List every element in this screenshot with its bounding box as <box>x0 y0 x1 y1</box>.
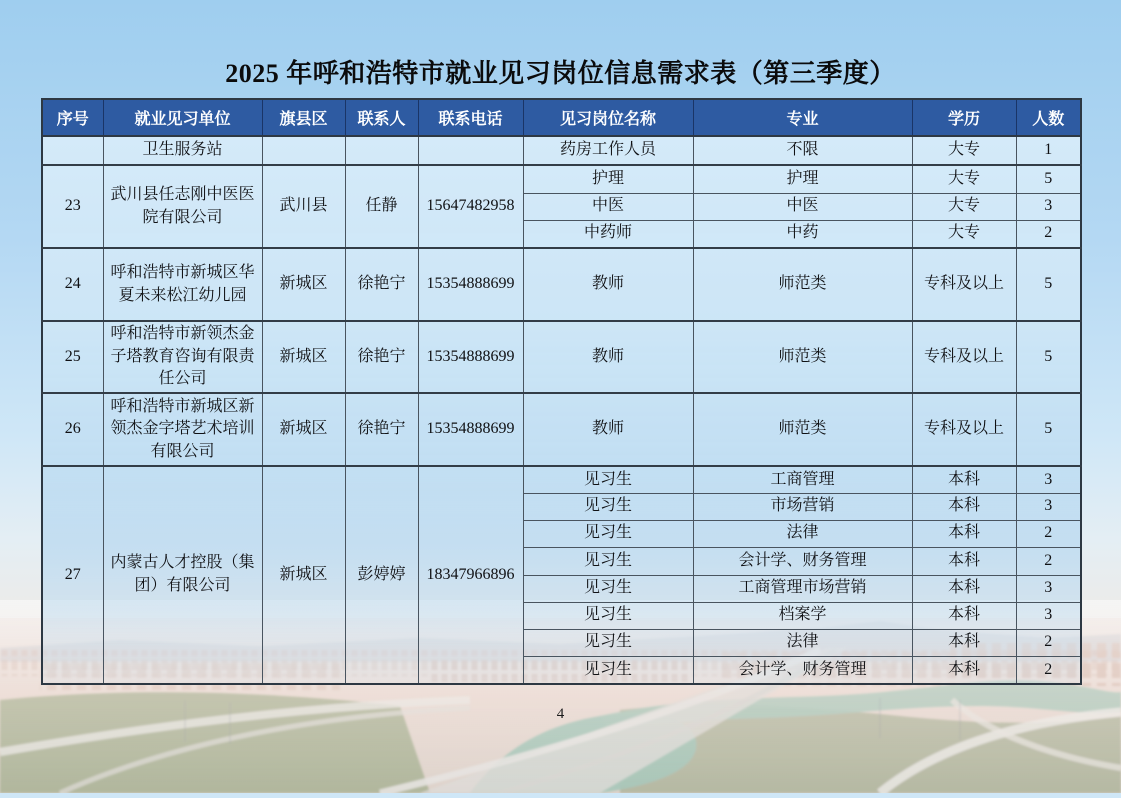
cell-position: 见习生 <box>523 575 693 602</box>
cell-education: 大专 <box>912 165 1016 193</box>
cell-major: 会计学、财务管理 <box>693 547 912 575</box>
cell-major: 工商管理市场营销 <box>693 575 912 602</box>
header-cell-3: 联系人 <box>345 99 418 136</box>
header-cell-7: 学历 <box>912 99 1016 136</box>
cell-count: 3 <box>1016 466 1081 493</box>
cell-unit: 卫生服务站 <box>103 136 262 165</box>
table-body <box>42 136 1081 684</box>
cell-no: 26 <box>42 393 103 466</box>
cell-count: 2 <box>1016 520 1081 547</box>
cell-education: 大专 <box>912 136 1016 165</box>
cell-unit: 呼和浩特市新城区新领杰金字塔艺术培训有限公司 <box>103 393 262 466</box>
cell-unit: 武川县任志刚中医医院有限公司 <box>103 165 262 248</box>
cell-position: 见习生 <box>523 602 693 629</box>
cell-education: 本科 <box>912 466 1016 493</box>
cell-contact: 徐艳宁 <box>345 321 418 393</box>
cell-education: 本科 <box>912 575 1016 602</box>
cell-education: 本科 <box>912 493 1016 520</box>
cell-position: 见习生 <box>523 520 693 547</box>
cell-count: 5 <box>1016 165 1081 193</box>
cell-position: 教师 <box>523 248 693 321</box>
header-cell-1: 就业见习单位 <box>103 99 262 136</box>
cell-district: 新城区 <box>262 321 345 393</box>
cell-count: 3 <box>1016 193 1081 220</box>
cell-count: 3 <box>1016 493 1081 520</box>
cell-no: 25 <box>42 321 103 393</box>
cell-position: 中医 <box>523 193 693 220</box>
cell-unit: 内蒙古人才控股（集团）有限公司 <box>103 466 262 684</box>
cell-major: 档案学 <box>693 602 912 629</box>
header-cell-8: 人数 <box>1016 99 1081 136</box>
table-row <box>42 136 1081 165</box>
cell-position: 见习生 <box>523 656 693 684</box>
cell-count: 2 <box>1016 656 1081 684</box>
table-row <box>42 393 1081 466</box>
table-header-row <box>42 99 1081 136</box>
page-title: 2025 年呼和浩特市就业见习岗位信息需求表（第三季度） <box>225 59 896 88</box>
table-row <box>42 466 1081 493</box>
cell-phone: 18347966896 <box>418 466 523 684</box>
cell-position: 药房工作人员 <box>523 136 693 165</box>
table-row <box>42 165 1081 193</box>
cell-major: 师范类 <box>693 321 912 393</box>
cell-position: 见习生 <box>523 466 693 493</box>
cell-phone: 15354888699 <box>418 321 523 393</box>
cell-major: 不限 <box>693 136 912 165</box>
cell-district: 新城区 <box>262 393 345 466</box>
cell-major: 师范类 <box>693 393 912 466</box>
cell-no: 23 <box>42 165 103 248</box>
cell-major: 市场营销 <box>693 493 912 520</box>
header-cell-4: 联系电话 <box>418 99 523 136</box>
cell-education: 专科及以上 <box>912 321 1016 393</box>
table-row <box>42 248 1081 321</box>
cell-position: 教师 <box>523 321 693 393</box>
cell-education: 本科 <box>912 602 1016 629</box>
cell-major: 中医 <box>693 193 912 220</box>
cell-phone: 15354888699 <box>418 248 523 321</box>
page-number: 4 <box>556 706 565 722</box>
cell-phone <box>418 136 523 165</box>
cell-contact: 徐艳宁 <box>345 393 418 466</box>
cell-major: 工商管理 <box>693 466 912 493</box>
cell-education: 本科 <box>912 629 1016 656</box>
cell-position: 见习生 <box>523 629 693 656</box>
cell-major: 会计学、财务管理 <box>693 656 912 684</box>
jobs-table <box>41 98 1082 685</box>
cell-phone: 15647482958 <box>418 165 523 248</box>
cell-district: 新城区 <box>262 248 345 321</box>
cell-no: 24 <box>42 248 103 321</box>
cell-major: 师范类 <box>693 248 912 321</box>
cell-count: 2 <box>1016 220 1081 248</box>
cell-count: 2 <box>1016 629 1081 656</box>
cell-count: 3 <box>1016 602 1081 629</box>
cell-count: 5 <box>1016 393 1081 466</box>
cell-education: 大专 <box>912 220 1016 248</box>
cell-count: 2 <box>1016 547 1081 575</box>
cell-position: 见习生 <box>523 493 693 520</box>
cell-count: 5 <box>1016 321 1081 393</box>
cell-contact: 徐艳宁 <box>345 248 418 321</box>
table-row <box>42 321 1081 393</box>
cell-phone: 15354888699 <box>418 393 523 466</box>
cell-education: 本科 <box>912 656 1016 684</box>
cell-district: 武川县 <box>262 165 345 248</box>
cell-district: 新城区 <box>262 466 345 684</box>
cell-contact <box>345 136 418 165</box>
cell-no: 27 <box>42 466 103 684</box>
cell-education: 本科 <box>912 520 1016 547</box>
cell-contact: 彭婷婷 <box>345 466 418 684</box>
cell-position: 护理 <box>523 165 693 193</box>
cell-contact: 任静 <box>345 165 418 248</box>
cell-count: 1 <box>1016 136 1081 165</box>
header-cell-5: 见习岗位名称 <box>523 99 693 136</box>
cell-position: 中药师 <box>523 220 693 248</box>
cell-education: 专科及以上 <box>912 248 1016 321</box>
cell-major: 法律 <box>693 629 912 656</box>
cell-district <box>262 136 345 165</box>
header-cell-2: 旗县区 <box>262 99 345 136</box>
cell-count: 3 <box>1016 575 1081 602</box>
cell-major: 法律 <box>693 520 912 547</box>
cell-unit: 呼和浩特市新城区华夏未来松江幼儿园 <box>103 248 262 321</box>
cell-position: 教师 <box>523 393 693 466</box>
cell-major: 中药 <box>693 220 912 248</box>
cell-education: 专科及以上 <box>912 393 1016 466</box>
cell-education: 大专 <box>912 193 1016 220</box>
header-cell-6: 专业 <box>693 99 912 136</box>
header-cell-0: 序号 <box>42 99 103 136</box>
cell-unit: 呼和浩特市新领杰金子塔教育咨询有限责任公司 <box>103 321 262 393</box>
cell-major: 护理 <box>693 165 912 193</box>
cell-count: 5 <box>1016 248 1081 321</box>
cell-no <box>42 136 103 165</box>
cell-position: 见习生 <box>523 547 693 575</box>
cell-education: 本科 <box>912 547 1016 575</box>
